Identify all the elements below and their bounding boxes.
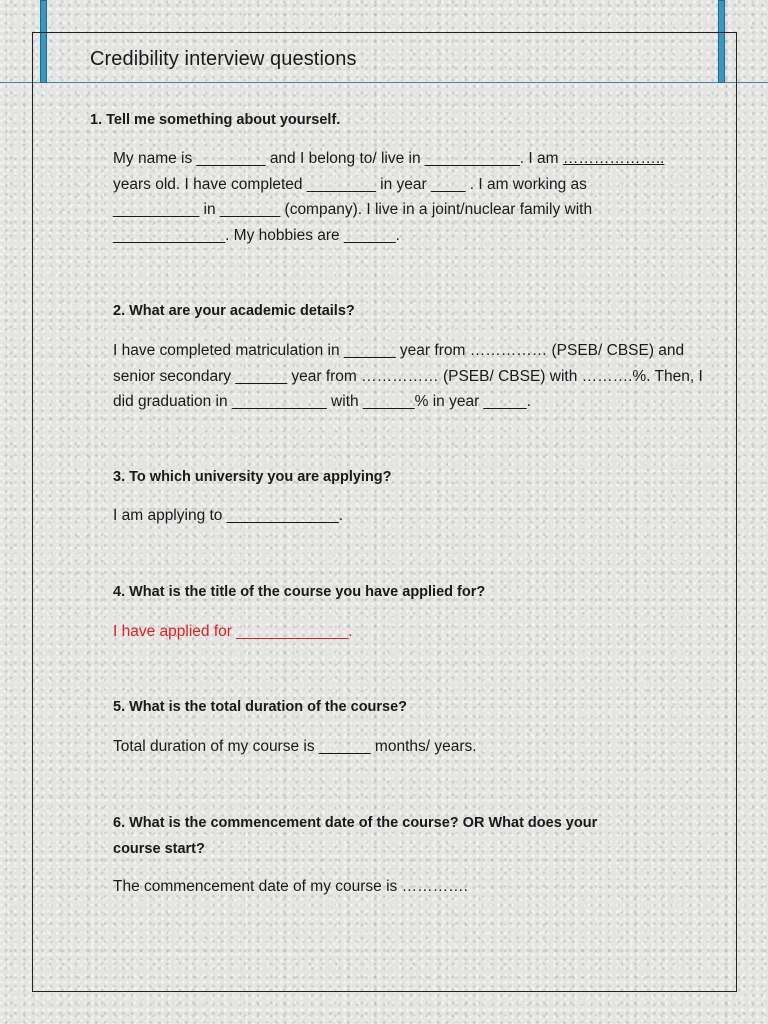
answer-line: The commencement date of my course is ………….: [113, 878, 468, 895]
question-6-heading: [113, 810, 597, 862]
question-3-answer: [113, 503, 343, 529]
page-title: Credibility interview questions: [90, 48, 357, 70]
age-blank: ………………..: [562, 150, 665, 167]
answer-line: did graduation in ___________ with ______% in year _____.: [113, 393, 531, 410]
question-2-heading: 2. What are your academic details?: [113, 303, 355, 319]
question-5-answer: [113, 734, 477, 760]
answer-line: I have completed matriculation in ______ year from …………… (PSEB/ CBSE) and: [113, 342, 685, 359]
answer-line: [113, 146, 664, 172]
question-line: course start?: [113, 841, 205, 857]
question-3-heading: 3. To which university you are applying?: [113, 469, 392, 485]
answer-line: I am applying to _____________.: [113, 507, 344, 524]
answer-line: I have applied for _____________.: [113, 623, 353, 640]
answer-line: _____________. My hobbies are ______.: [113, 226, 400, 244]
answer-line: Total duration of my course is ______ months/ years.: [113, 738, 477, 755]
question-line: 6. What is the commencement date of the course? OR What does your: [113, 815, 598, 831]
question-1-answer: [113, 146, 664, 248]
question-6-answer: [113, 874, 468, 900]
answer-line: senior secondary ______ year from …………… (PSEB/ CBSE) with ……….%. Then, I: [113, 367, 703, 385]
question-1-heading: 1. Tell me something about yourself.: [90, 112, 341, 128]
question-4-heading: 4. What is the title of the course you have applied for?: [113, 584, 486, 600]
question-5-heading: 5. What is the total duration of the course?: [113, 699, 408, 715]
answer-line-text: My name is ________ and I belong to/ live in ___________. I am: [113, 150, 563, 167]
answer-line: __________ in _______ (company). I live in a joint/nuclear family with: [113, 201, 593, 218]
answer-line: years old. I have completed ________ in year ____ . I am working as: [113, 175, 587, 193]
question-2-answer: [113, 338, 703, 415]
question-4-answer: [113, 619, 353, 645]
